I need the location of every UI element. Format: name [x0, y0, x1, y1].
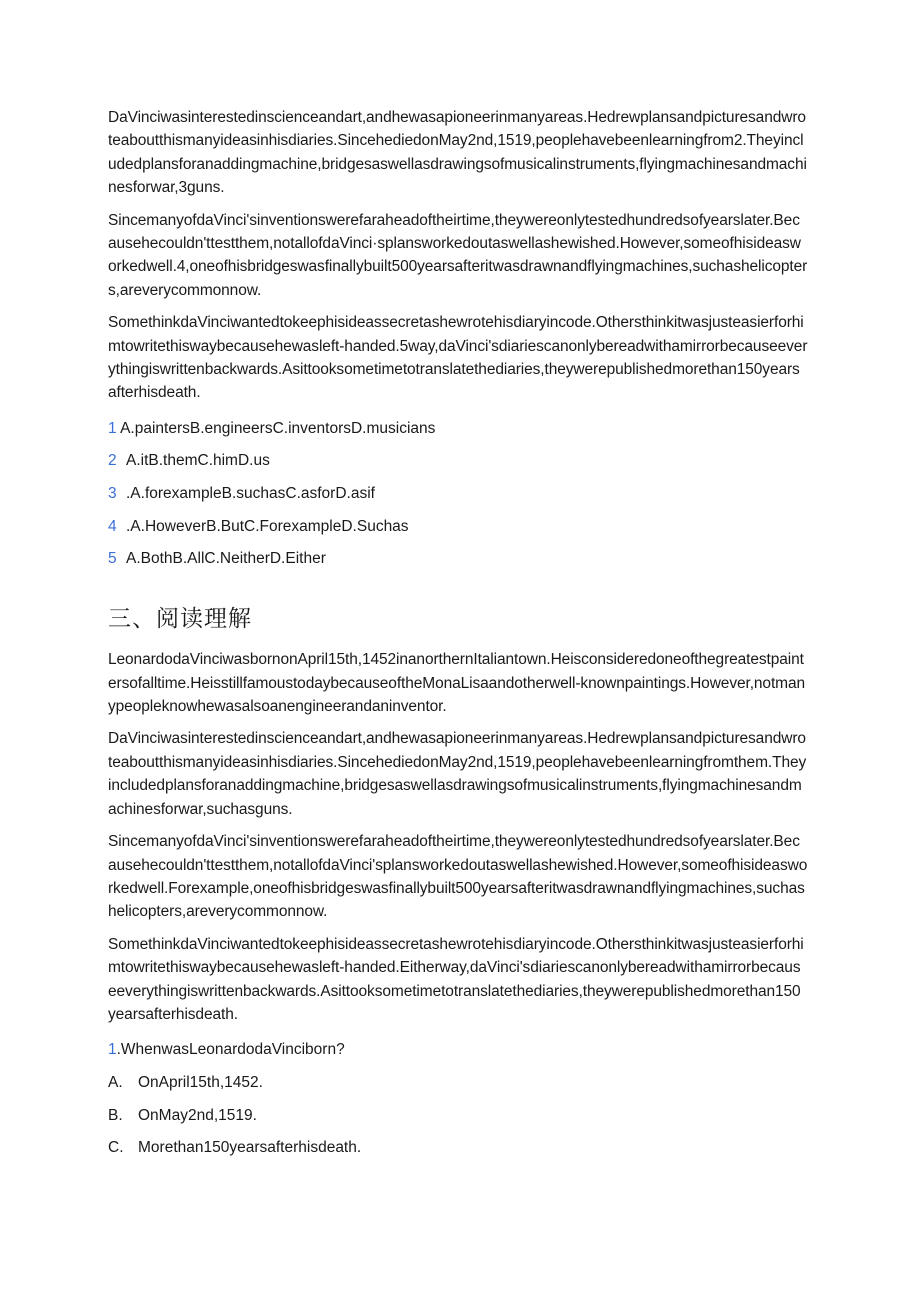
question-options: A.itB.themC.himD.us [126, 452, 270, 470]
cloze-paragraph: DaVinciwasinterestedinscienceandart,andhewasapioneerinmanyareas.Hedrewplansandpicturesandwroteaboutthismanyideasinhisdiaries.SincehediedonMay2nd,1519,peoplehavebeenlearningfrom2.Theyincludedplansforanaddingmachine,bridgesaswellasdrawingsofmusicalinstruments,flyingmachinesandmachinesforwar,3guns. [108, 109, 807, 197]
option-letter: B. [108, 1106, 123, 1124]
question-number: 4 [108, 517, 117, 535]
cloze-question [108, 449, 808, 472]
reading-question [108, 1038, 808, 1061]
question-options: .A.forexampleB.suchasC.asforD.asif [126, 485, 375, 503]
answer-option [108, 1104, 808, 1127]
option-letter: C. [108, 1139, 124, 1157]
option-text: OnApril15th,1452. [138, 1073, 263, 1091]
answer-option [108, 1071, 808, 1094]
question-number: 1 [108, 419, 117, 437]
question-options: A.BothB.AllC.NeitherD.Either [126, 550, 326, 568]
document-page [108, 106, 808, 1169]
reading-paragraph: SomethinkdaVinciwantedtokeephisideassecretashewrotehisdiaryincode.Othersthinkitwasjusteasierforhimtowritethiswaybecausehewasleft-handed.Eitherway,daVinci'sdiariescanonlybereadwithamirrorbecauseeverythingiswrittenbackwards.Asittooksometimetotranslatethediaries,theywerepublishedmorethan150yearsafterhisdeath. [108, 935, 804, 1023]
question-number: 5 [108, 550, 117, 568]
question-options: A.paintersB.engineersC.inventorsD.musicians [116, 419, 436, 437]
reading-paragraph: LeonardodaVinciwasbornonApril15th,1452inanorthernItaliantown.Heisconsideredoneofthegreatestpaintersofalltime.HeisstillfamoustodaybecauseoftheMonaLisaandotherwell-knownpaintings.However,notmanypeopleknowhewasalsoanengineerandaninventor. [108, 651, 805, 716]
cloze-paragraph: SomethinkdaVinciwantedtokeephisideassecretashewrotehisdiaryincode.Othersthinkitwasjusteasierforhimtowritethiswaybecausehewasleft-handed.5way,daVinci'sdiariescanonlybereadwithamirrorbecauseeverythingiswrittenbackwards.Asittooksometimetotranslatethediaries,theywerepublishedmorethan150yearsafterhisdeath. [108, 314, 808, 402]
question-number: 1 [108, 1041, 117, 1059]
question-number: 3 [108, 485, 117, 503]
option-letter: A. [108, 1073, 123, 1091]
answer-option [108, 1136, 808, 1159]
cloze-question [108, 547, 808, 570]
reading-paragraph: DaVinciwasinterestedinscienceandart,andhewasapioneerinmanyareas.Hedrewplansandpicturesandwroteaboutthismanyideasinhisdiaries.SincehediedonMay2nd,1519,peoplehavebeenlearningfromthem.Theyincludedplansforanaddingmachine,bridgesaswellasdrawingsofmusicalinstruments,flyingmachinesandmachinesforwar,suchasguns. [108, 730, 807, 818]
cloze-question [108, 417, 808, 440]
cloze-paragraph: SincemanyofdaVinci'sinventionswerefaraheadoftheirtime,theywereonlytestedhundredsofyearslater.Becausehecouldn'ttestthem,notallofdaVinci·splansworkedoutaswellashewished.However,someofhisideasworkedwell.4,oneofhisbridgeswasfinallybuilt500yearsafteritwasdrawnandflyingmachines,suchashelicopters,areverycommonnow. [108, 211, 808, 299]
cloze-question [108, 482, 808, 505]
question-text: .WhenwasLeonardodaVinciborn? [116, 1041, 345, 1059]
option-text: Morethan150yearsafterhisdeath. [138, 1139, 362, 1157]
question-number: 2 [108, 452, 117, 470]
question-options: .A.HoweverB.ButC.ForexampleD.Suchas [126, 517, 409, 535]
section-title: 三、阅读理解 [108, 606, 252, 633]
cloze-question [108, 515, 808, 538]
reading-paragraph: SincemanyofdaVinci'sinventionswerefaraheadoftheirtime,theywereonlytestedhundredsofyearslater.Becausehecouldn'ttestthem,notallofdaVinci'splansworkedoutaswellashewished.However,someofhisideasworkedwell.Forexample,oneofhisbridgeswasfinallybuilt500yearsafteritwasdrawnandflyingmachines,suchashelicopters,areverycommonnow. [108, 833, 808, 921]
option-text: OnMay2nd,1519. [138, 1106, 257, 1124]
